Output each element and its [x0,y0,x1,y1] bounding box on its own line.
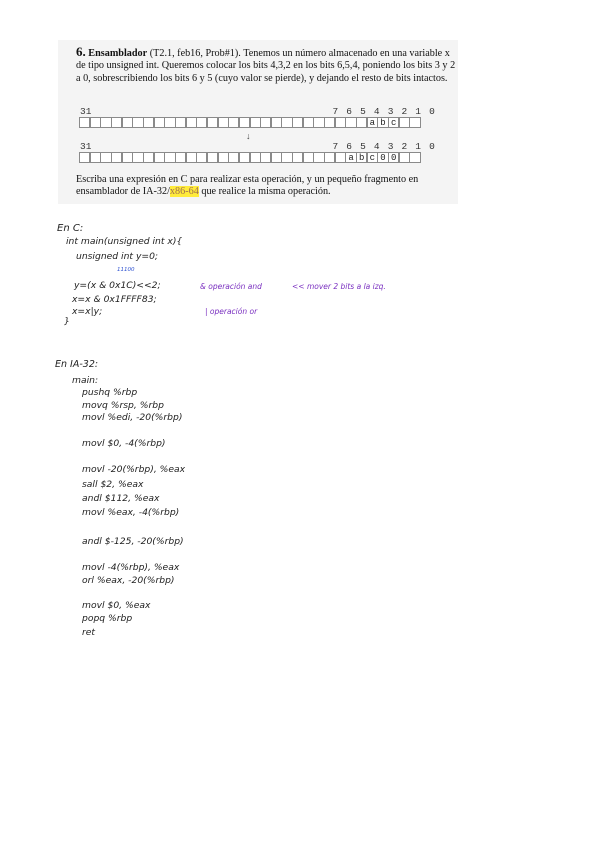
bit-cell [196,152,207,163]
bit-cell [111,152,122,163]
bit-cell [122,152,133,163]
asm-line-5: movl -20(%rbp), %eax [82,464,186,475]
bit-cell [218,152,229,163]
bit-cell [313,152,324,163]
bit-cell [303,117,314,128]
note-or: | operación or [205,307,258,316]
problem-number: 6. [76,44,86,59]
bit-cell [260,117,271,128]
bit-cell [175,117,186,128]
bit-cell [250,117,261,128]
bit-cell [164,117,175,128]
bit-cell [100,117,111,128]
bit-cell [399,152,410,163]
c-line-2: unsigned int y=0; [76,251,159,262]
bit-cell [313,117,324,128]
bit-cell [281,117,292,128]
bit-cell [143,152,154,163]
bit-row-original [79,117,439,128]
bit-cell [132,152,143,163]
c-line-5: x=x|y; [72,306,103,317]
bit-cell: a [345,152,356,163]
bit-cell [207,152,218,163]
bit-cell [154,117,165,128]
asm-line-7: andl $112, %eax [82,493,160,504]
asm-line-3: movl %edi, -20(%rbp) [82,412,183,423]
bit-cell [239,117,250,128]
asm-line-11: orl %eax, -20(%rbp) [82,575,175,586]
bit-cell [324,117,335,128]
asm-line-12: movl $0, %eax [82,600,151,611]
bit-cell [196,117,207,128]
bit-cell [79,117,90,128]
asm-line-13: popq %rbp [82,613,133,624]
asm-heading: En IA-32: [55,359,99,370]
bit-cell [239,152,250,163]
bit-cell [356,117,367,128]
bit-cell [292,152,303,163]
bit-cell [132,117,143,128]
asm-line-6: sall $2, %eax [82,479,144,490]
bit-cell: a [367,117,378,128]
asm-line-2: movq %rsp, %rbp [82,400,164,411]
bit-cell: 0 [388,152,399,163]
bit-cell [186,152,197,163]
bit-cell [303,152,314,163]
bit-cell [250,152,261,163]
asm-line-9: andl $-125, -20(%rbp) [82,536,184,547]
problem-statement [58,40,458,204]
bit-cell [90,117,101,128]
bit-cell [143,117,154,128]
bit-cell [281,152,292,163]
bit-cell [111,117,122,128]
bit-cell [324,152,335,163]
bit-cell [292,117,303,128]
bit-cell [218,117,229,128]
bit-cell [186,117,197,128]
bit-cell [409,152,420,163]
bit-cell [260,152,271,163]
bit-index-header-top: 31 7 6 5 4 3 2 1 0 [80,106,436,117]
bit-cell [271,117,282,128]
bit-index-header-bottom: 31 7 6 5 4 3 2 1 0 [80,141,436,152]
bit-cell [228,117,239,128]
problem-title: Ensamblador [88,48,148,59]
c-line-3: y=(x & 0x1C)<<2; [74,280,161,291]
asm-line-10: movl -4(%rbp), %eax [82,562,180,573]
bit-cell: 0 [377,152,388,163]
bit-cell [164,152,175,163]
bit-cell [399,117,410,128]
c-line-4: x=x & 0x1FFFF83; [72,294,157,305]
bit-cell [90,152,101,163]
problem-intro [76,46,456,85]
bit-cell [207,117,218,128]
bit-cell [271,152,282,163]
bit-cell [345,117,356,128]
c-line-6: } [64,316,70,327]
c-line-1: int main(unsigned int x){ [66,236,183,247]
bit-cell [335,117,346,128]
note-and: & operación and [200,282,262,291]
asm-line-4: movl $0, -4(%rbp) [82,438,166,449]
asm-line-14: ret [82,627,96,638]
bit-cell [335,152,346,163]
problem-task: Escriba una expresión en C para realizar esta operación, y un pequeño fragmento en ensamblador de IA-32/x86-64 que realice la misma operación. [76,174,419,198]
binary-note: 11100 [117,267,135,273]
bit-cell [79,152,90,163]
asm-line-1: pushq %rbp [82,387,138,398]
bit-cell [154,152,165,163]
bit-cell [122,117,133,128]
problem-description: (T2.1, feb16, Prob#1). Tenemos un número almacenado en una variable x de tipo unsigned int. Queremos colocar los bits 4,3,2 en los bits 6,5,4, poniendo los bits 3 y 2 a 0, sobrescribiendo los bits 6 y 5 (cuyo valor se pierde), y dejando el resto de bits intactos. [76,48,456,84]
bit-cell [409,117,420,128]
bit-cell [228,152,239,163]
asm-label: main: [72,375,99,386]
bit-cell: c [367,152,378,163]
bit-row-result [79,152,439,163]
c-heading: En C: [57,223,84,234]
asm-line-8: movl %eax, -4(%rbp) [82,507,180,518]
highlighted-arch: x86-64 [169,186,199,198]
bit-cell: c [388,117,399,128]
bit-cell: b [377,117,388,128]
bit-cell [175,152,186,163]
bit-cell [100,152,111,163]
bit-cell: b [356,152,367,163]
note-shift: << mover 2 bits a la izq. [292,282,386,291]
down-arrow-icon: ↓ [246,131,251,141]
